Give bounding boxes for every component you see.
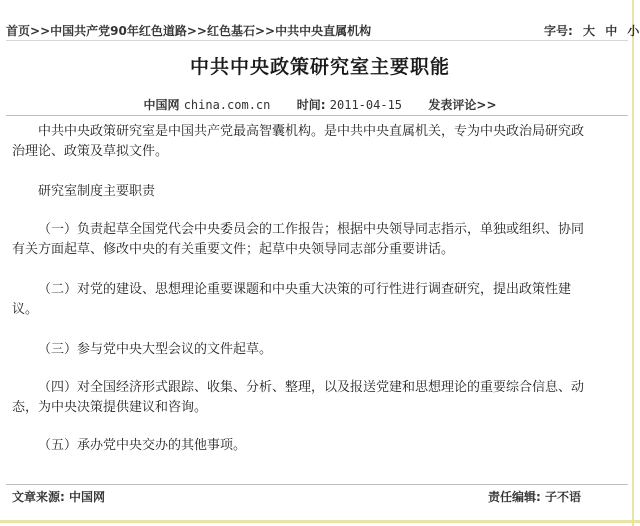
font-size-small-button[interactable]: 小 [627, 24, 640, 38]
source-site-url: china.com.cn [183, 98, 271, 112]
article-body [12, 122, 584, 456]
article-paragraph: 中共中央政策研究室是中国共产党最高智囊机构。是中共中央直属机关，专为中央政治局研究政治理论、政策及草拟文件。 [12, 124, 585, 159]
article-paragraph: （四）对全国经济形式跟踪、收集、分析、整理，以及报送党建和思想理论的重要综合信息、动态，为中央决策提供建议和咨询。 [12, 380, 585, 415]
article-paragraph: （三）参与党中央大型会议的文件起草。 [38, 342, 273, 357]
source-label: 文章来源: [12, 490, 65, 504]
article-title: 中共中央政策研究室主要职能 [189, 56, 450, 78]
article-paragraph: （二）对党的建设、思想理论重要课题和中央重大决策的可行性进行调查研究，提出政策性建议。 [12, 282, 572, 317]
source-site-name: 中国网 [143, 98, 180, 112]
publish-time: 2011-04-15 [329, 98, 403, 112]
article-paragraph: （五）承办党中央交办的其他事项。 [38, 438, 247, 453]
breadcrumb: 首页>>中国共产党90年红色道路>>红色基石>>中共中央直属机构 [6, 24, 372, 38]
article-paragraph: 研究室制度主要职责 [38, 184, 156, 199]
font-size-large-button[interactable]: 大 [583, 24, 596, 38]
footer-divider [6, 484, 628, 485]
meta-divider [6, 115, 628, 116]
article-paragraph: （一）负责起草全国党代会中央委员会的工作报告；根据中央领导同志指示，单独或组织、协同有关方面起草、修改中央的有关重要文件；起草中央领导同志部分重要讲话。 [12, 222, 585, 257]
font-size-medium-button[interactable]: 中 [605, 24, 618, 38]
breadcrumb-central-agencies-link[interactable]: 中共中央直属机构 [275, 24, 372, 38]
breadcrumb-home-link[interactable]: 首页 [6, 24, 31, 38]
editor-label: 责任编辑: [488, 490, 541, 504]
font-size-label: 字号: [544, 24, 573, 38]
post-comment-link[interactable]: 发表评论>> [428, 98, 497, 112]
source-value: 中国网 [69, 490, 106, 504]
time-label: 时间: [296, 98, 326, 112]
bottom-border [0, 520, 640, 523]
breadcrumb-red-foundation-link[interactable]: 红色基石 [206, 24, 255, 38]
article-source [12, 488, 105, 505]
font-size-control [544, 22, 639, 39]
breadcrumb-party-90-link[interactable]: 中国共产党90年红色道路 [50, 24, 187, 38]
responsible-editor [488, 488, 581, 505]
article-meta [0, 96, 640, 113]
editor-value: 子不语 [545, 490, 582, 504]
header-divider [6, 40, 628, 41]
